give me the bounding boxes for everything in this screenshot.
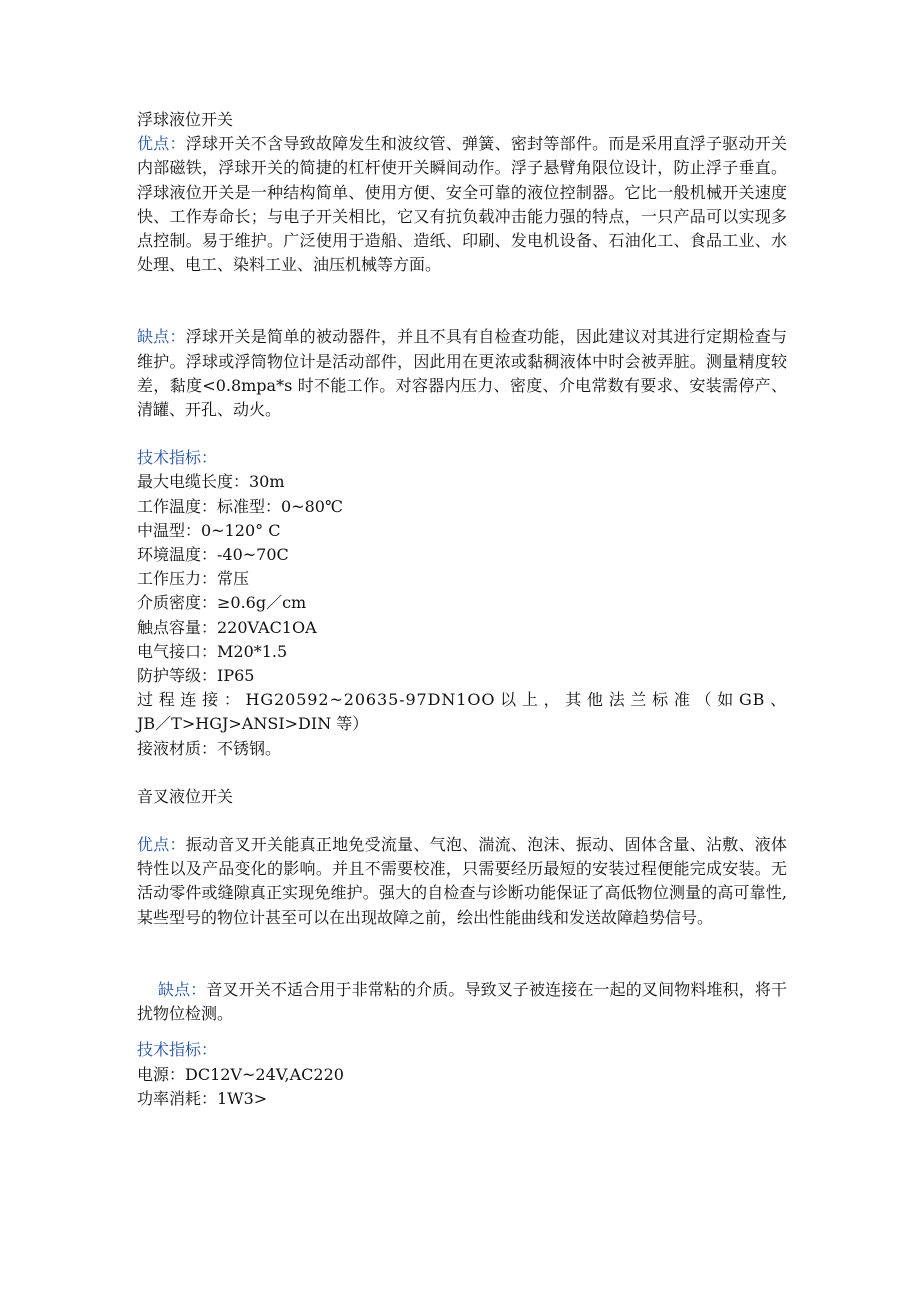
- float-pros-text: 浮球开关不含导致故障发生和波纹管、弹簧、密封等部件。而是采用直浮子驱动开关内部磁铁，浮球开关的简捷的杠杆使开关瞬间动作。浮子悬臂角限位设计，防止浮子垂直。浮球液位开关是一种结构简单、使用方便、安全可靠的液位控制器。它比一般机械开关速度快、工作寿命长；与电子开关相比，它又有抗负载冲击能力强的特点，一只产品可以实现多点控制。易于维护。广泛使用于造船、造纸、印刷、发电机设备、石油化工、食品工业、水处理、电工、染料工业、油压机械等方面。: [137, 134, 787, 275]
- fork-specs-label: 技术指标：: [137, 1040, 218, 1060]
- fork-cons-paragraph: [137, 978, 787, 1026]
- float-spec-ambient-temp: 环境温度：-40~70C: [137, 545, 289, 565]
- float-spec-process-line2: JB／T>HGJ>ANSI>DIN 等）: [137, 714, 369, 734]
- float-spec-pressure: 工作压力：常压: [137, 569, 250, 589]
- float-cons-label: 缺点：: [137, 327, 186, 347]
- fork-cons-label: 缺点：: [158, 979, 207, 999]
- fork-pros-label: 优点：: [137, 835, 186, 855]
- float-pros-paragraph: [137, 132, 787, 277]
- float-spec-wetted: 接液材质：不锈钢。: [137, 738, 282, 758]
- float-specs-label: 技术指标：: [137, 448, 218, 468]
- document-page: [137, 108, 787, 1111]
- float-spec-density: 介质密度：≥0.6g／cm: [137, 593, 307, 613]
- float-spec-mid-temp: 中温型：0~120° C: [137, 520, 281, 540]
- float-pros-label: 优点：: [137, 134, 186, 154]
- float-spec-protection: 防护等级：IP65: [137, 666, 255, 686]
- float-cons-paragraph: [137, 325, 787, 422]
- float-spec-contact: 触点容量：220VAC1OA: [137, 617, 317, 637]
- float-spec-work-temp: 工作温度：标准型：0~80℃: [137, 496, 343, 516]
- fork-spec-power-consumption: 功率消耗：1W3>: [137, 1088, 268, 1108]
- fork-spec-power-supply: 电源：DC12V~24V,AC220: [137, 1064, 344, 1084]
- fork-cons-text: 音叉开关不适合用于非常粘的介质。导致叉子被连接在一起的叉间物料堆积，将干扰物位检测。: [137, 979, 787, 1024]
- fork-pros-text: 振动音叉开关能真正地免受流量、气泡、湍流、泡沫、振动、固体含量、沾敷、液体特性以及产品变化的影响。并且不需要校准，只需要经历最短的安装过程便能完成安装。无活动零件或缝隙真正实现免维护。强大的自检查与诊断功能保证了高低物位测量的高可靠性,某些型号的物位计甚至可以在出现故障之前，绘出性能曲线和发送故障趋势信号。: [137, 835, 787, 927]
- fork-pros-paragraph: [137, 833, 787, 930]
- float-cons-text: 浮球开关是简单的被动器件，并且不具有自检查功能，因此建议对其进行定期检查与维护。浮球或浮筒物位计是活动部件，因此用在更浓或黏稠液体中时会被弄脏。测量精度较差，黏度<0.8mpa*s 时不能工作。对容器内压力、密度、介电常数有要求、安装需停产、清罐、开孔、动火。: [137, 327, 787, 420]
- fork-switch-title: 音叉液位开关: [137, 786, 234, 806]
- float-spec-process-line1: 过程连接：HG20592~20635-97DN1OO以上，其他法兰标准（如GB、: [137, 690, 787, 710]
- float-spec-interface: 电气接口：M20*1.5: [137, 641, 288, 661]
- float-switch-title: 浮球液位开关: [137, 110, 234, 129]
- float-spec-cable: 最大电缆长度：30m: [137, 472, 285, 492]
